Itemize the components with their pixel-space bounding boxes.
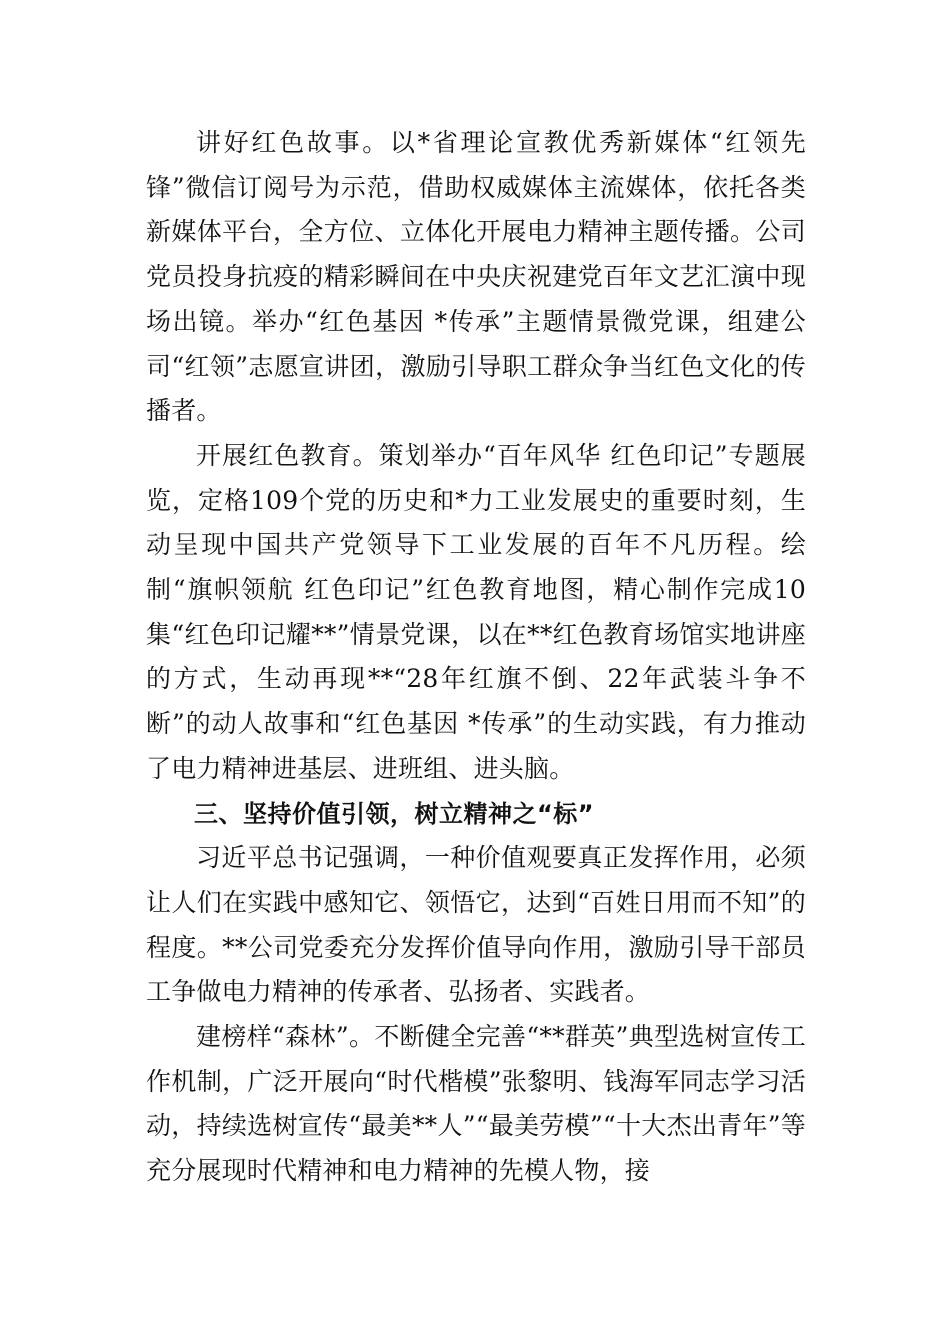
paragraph-red-education: 开展红色教育。策划举办“百年风华 红色印记”专题展览，定格109个党的历史和*力工业发展史的重要时刻，生动呈现中国共产党领导下工业发展的百年不凡历程。绘制“旗帜领航 红色印记”红色教育地图，精心制作完成10集“红色印记耀**”情景党课，以在**红色教育场馆实地讲座的方式，生动再现**“28年红旗不倒、22年武装斗争不断”的动人故事和“红色基因 *传承”的生动实践，有力推动了电力精神进基层、进班组、进头脑。 [146, 440, 806, 783]
document-body [146, 121, 806, 1194]
paragraph-role-models: 建榜样“森林”。不断健全完善“**群英”典型选树宣传工作机制，广泛开展向“时代楷模”张黎明、钱海军同志学习活动，持续选树宣传“最美**人”“最美劳模”“十大杰出青年”等充分展现时代精神和电力精神的先模人物，接 [146, 1022, 806, 1186]
paragraph-xi-quote: 习近平总书记强调，一种价值观要真正发挥作用，必须让人们在实践中感知它、领悟它，达到“百姓日用而不知”的程度。**公司党委充分发挥价值导向作用，激励引导干部员工争做电力精神的传承者、弘扬者、实践者。 [146, 843, 806, 1007]
section-heading-value-guidance: 三、坚持价值引领，树立精神之“标” [194, 799, 595, 828]
paragraph-tell-red-stories: 讲好红色故事。以*省理论宣教优秀新媒体“红领先锋”微信订阅号为示范，借助权威媒体主流媒体，依托各类新媒体平台，全方位、立体化开展电力精神主题传播。公司党员投身抗疫的精彩瞬间在中央庆祝建党百年文艺汇演中现场出镜。举办“红色基因 *传承”主题情景微党课，组建公司“红领”志愿宣讲团，激励引导职工群众争当红色文化的传播者。 [146, 128, 806, 426]
